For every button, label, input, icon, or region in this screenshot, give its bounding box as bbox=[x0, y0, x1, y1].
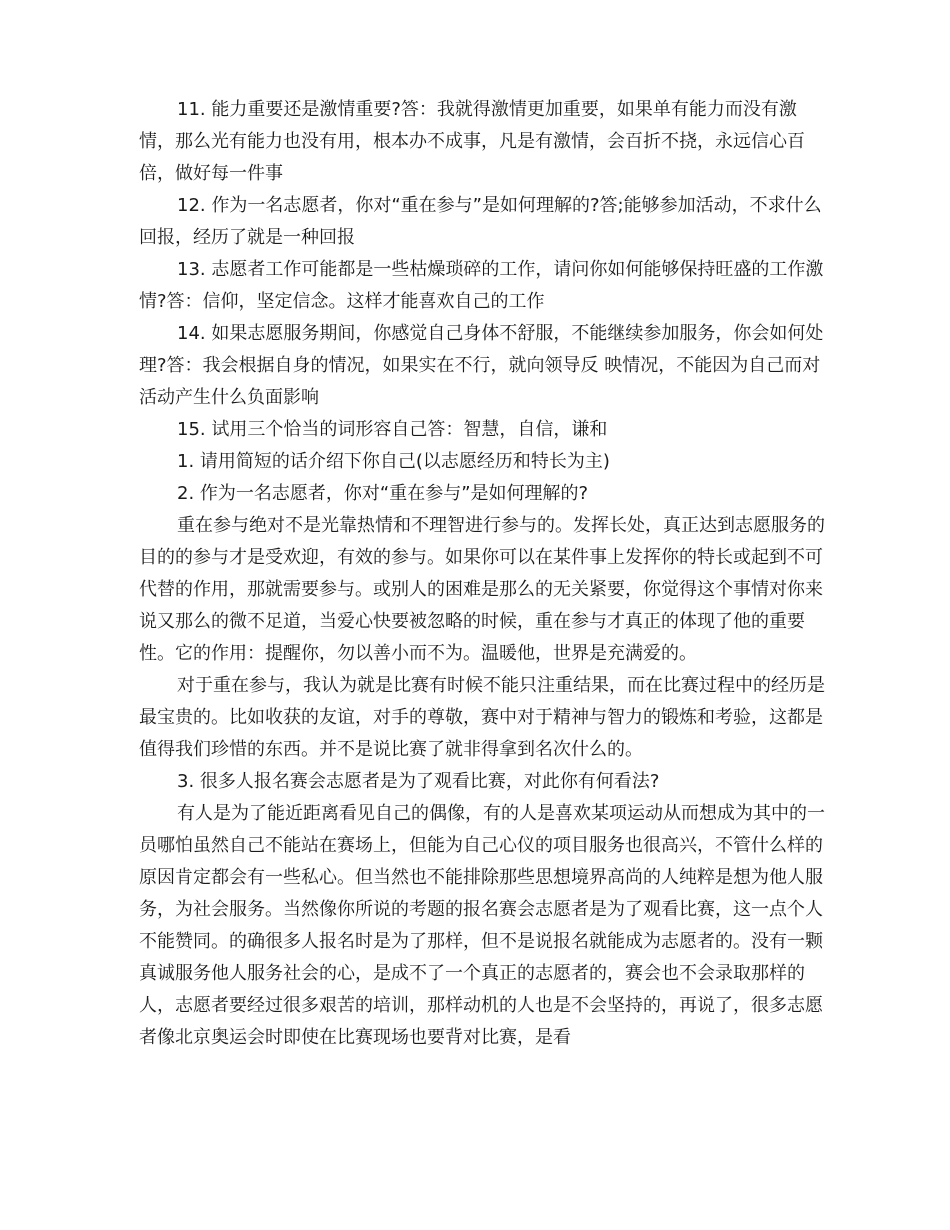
paragraph-answer-2a: 重在参与绝对不是光靠热情和不理智进行参与的。发挥长处，真正达到志愿服务的目的的参与才是受欢迎，有效的参与。如果你可以在某件事上发挥你的特长或起到不可代替的作用，那就需要参与。或别人的困难是那么的无关紧要，你觉得这个事情对你来说又那么的微不足道，当爱心快要被忽略的时候，重在参与才真正的体现了他的重要性。它的作用：提醒你，勿以善小而不为。温暖他，世界是充满爱的。 bbox=[139, 515, 825, 664]
document-body bbox=[139, 94, 829, 1054]
paragraph-answer-3: 有人是为了能近距离看见自己的偶像，有的人是喜欢某项运动从而想成为其中的一员哪怕虽然自己不能站在赛场上，但能为自己心仪的项目服务也很高兴，不管什么样的原因肯定都会有一些私心。但当然也不能排除那些思想境界高尚的人纯粹是想为他人服务，为社会服务。当然像你所说的考题的报名赛会志愿者是为了观看比赛，这一点个人不能赞同。的确很多人报名时是为了那样，但不是说报名就能成为志愿者的。没有一颗真诚服务他人服务社会的心，是成不了一个真正的志愿者的，赛会也不会录取那样的人，志愿者要经过很多艰苦的培训，那样动机的人也是不会坚持的，再说了，很多志愿者像北京奥运会时即使在比赛现场也要背对比赛，是看 bbox=[139, 803, 825, 1048]
paragraph-item-1: 1. 请用简短的话介绍下你自己(以志愿经历和特长为主) bbox=[177, 451, 610, 472]
paragraph-item-3: 3. 很多人报名赛会志愿者是为了观看比赛，对此你有何看法? bbox=[177, 771, 660, 792]
paragraph-item-2: 2. 作为一名志愿者，你对“重在参与”是如何理解的? bbox=[177, 483, 589, 504]
paragraph-q13: 13. 志愿者工作可能都是一些枯燥琐碎的工作，请问你如何能够保持旺盛的工作激情?答：信仰，坚定信念。这样才能喜欢自己的工作 bbox=[139, 259, 824, 312]
paragraph-q14: 14. 如果志愿服务期间，你感觉自己身体不舒服，不能继续参加服务，你会如何处理?答：我会根据自身的情况，如果实在不行，就向领导反 映情况，不能因为自己而对活动产生什么负面影响 bbox=[139, 323, 824, 408]
paragraph-q11: 11. 能力重要还是激情重要?答：我就得激情更加重要，如果单有能力而没有激情，那么光有能力也没有用，根本办不成事，凡是有激情，会百折不挠，永远信心百倍，做好每一件事 bbox=[139, 99, 805, 184]
paragraph-q15: 15. 试用三个恰当的词形容自己答：智慧，自信，谦和 bbox=[177, 419, 608, 440]
paragraph-q12: 12. 作为一名志愿者，你对“重在参与”是如何理解的?答;能够参加活动，不求什么回报，经历了就是一种回报 bbox=[139, 195, 822, 248]
paragraph-answer-2b: 对于重在参与，我认为就是比赛有时候不能只注重结果，而在比赛过程中的经历是最宝贵的。比如收获的友谊，对手的尊敬，赛中对于精神与智力的锻炼和考验，这都是值得我们珍惜的东西。并不是说比赛了就非得拿到名次什么的。 bbox=[139, 675, 825, 760]
